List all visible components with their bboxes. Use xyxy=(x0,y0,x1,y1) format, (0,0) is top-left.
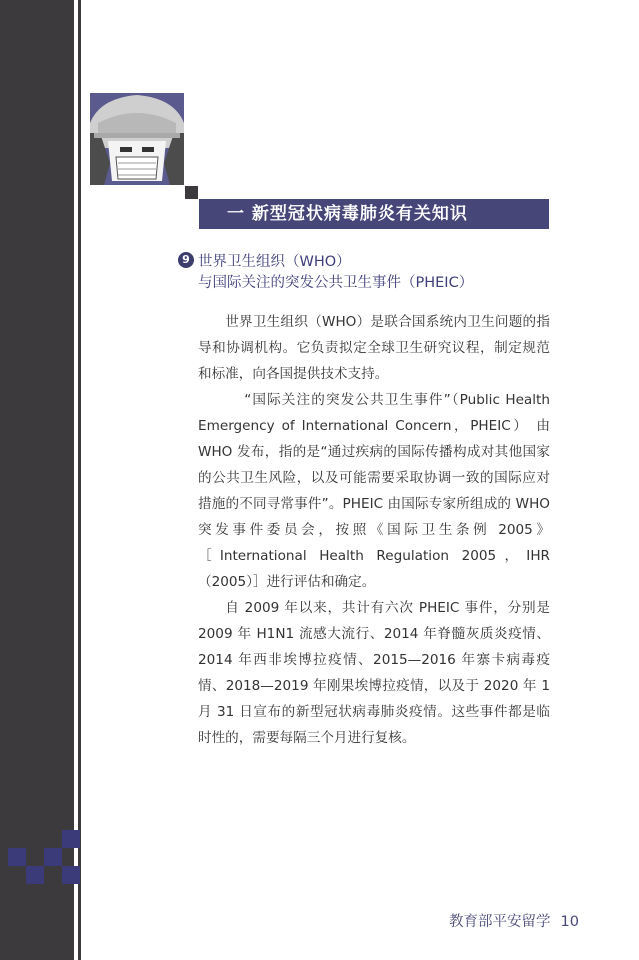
paragraph-history: 自 2009 年以来，共计有六次 PHEIC 事件，分别是 2009 年 H1N1 流感大流行、2014 年脊髓灰质炎疫情、2014 年西非埃博拉疫情、2015—2016 年寨卡病毒疫情、2018—2019 年刚果埃博拉疫情，以及于 2020 年 1 月 31 日宣布的新型冠状病毒肺炎疫情。这些事件都是临时性的，需要每隔三个月进行复核。 xyxy=(198,600,550,746)
footer-book-title: 教育部平安留学 xyxy=(449,914,551,930)
item-title-line1: 世界卫生组织（WHO） xyxy=(198,254,351,270)
page-footer xyxy=(449,910,579,931)
corner-square xyxy=(185,186,198,199)
section-title-bar: 一 新型冠状病毒肺炎有关知识 xyxy=(199,199,549,229)
side-strip xyxy=(0,0,74,960)
page-number: 10 xyxy=(560,914,579,930)
side-rule xyxy=(78,0,81,960)
paragraph-who: 世界卫生组织（WHO）是联合国系统内卫生问题的指导和协调机构。它负责拟定全球卫生研究议程，制定规范和标准，向各国提供技术支持。 xyxy=(198,314,550,382)
item-title-line2: 与国际关注的突发公共卫生事件（PHEIC） xyxy=(198,275,474,291)
checker-decoration xyxy=(0,830,80,888)
masked-character-illustration xyxy=(90,93,184,185)
item-number-badge: 9 xyxy=(178,252,194,268)
body-text xyxy=(198,309,550,751)
paragraph-pheic: “国际关注的突发公共卫生事件”（Public Health Emergency of International Concern，PHEIC） 由 WHO 发布，指的是“通过疾病的国际传播构成对其他国家的公共卫生风险，以及可能需要采取协调一致的国际应对措施的不同寻常事件”。PHEIC 由国际专家所组成的 WHO 突发事件委员会，按照《国际卫生条例 2005》［International Health Regulation 2005，IHR（2005）］进行评估和确定。 xyxy=(198,392,550,590)
